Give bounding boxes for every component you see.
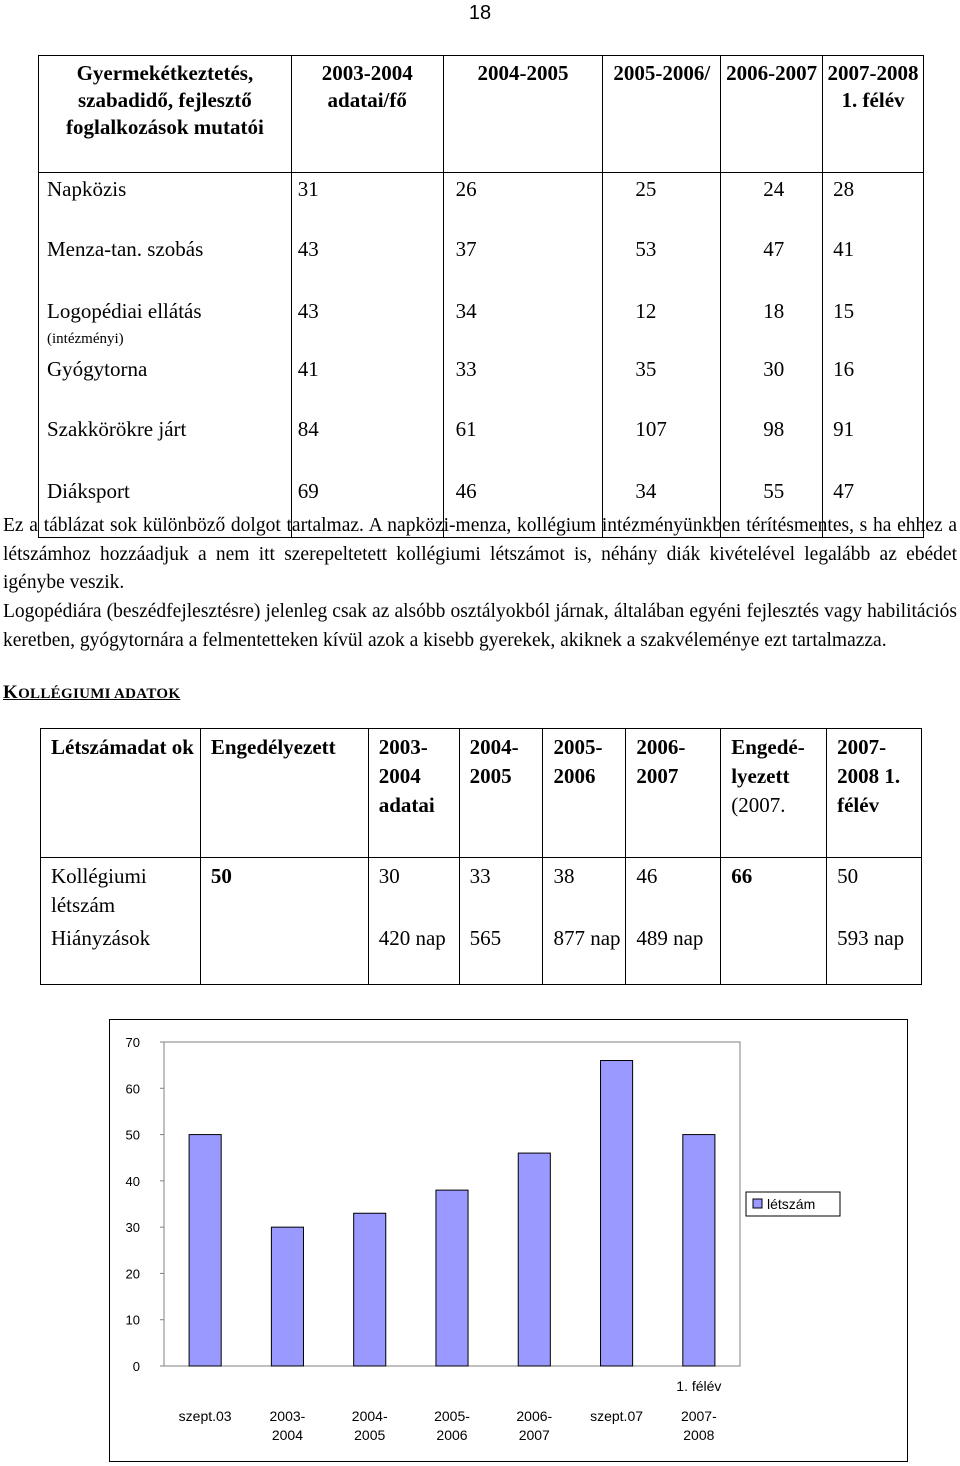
cell: 91 [823,413,924,475]
cell: 28 [823,173,924,234]
legend-swatch [753,1199,762,1208]
cell: 84 [291,413,443,475]
cell: 25 [603,173,721,234]
table-row [39,413,924,475]
bar-chart [109,1019,908,1462]
x-tick-label: 2006 [436,1427,468,1443]
bar [601,1061,633,1366]
cell [721,920,827,985]
row-label [39,413,292,475]
cell: 53 [603,233,721,295]
cell: 420 nap [368,920,459,985]
cell: 37 [443,233,603,295]
cell: 18 [721,295,823,353]
row-label-text: Diáksport [47,479,130,503]
y-tick-label: 20 [125,1266,140,1282]
header-part: (2007. [731,793,786,817]
y-tick-label: 10 [125,1312,140,1328]
x-tick-label: 2003- [269,1408,306,1424]
header-cell: 2005-2006/ [603,56,721,173]
cell: 489 nap [626,920,721,985]
cell: 12 [603,295,721,353]
y-tick-label: 70 [125,1035,140,1050]
x-tick-label: 2005- [434,1408,470,1424]
x-tick-label: 2004 [271,1427,304,1443]
cell: 33 [443,353,603,413]
cell: 24 [721,173,823,234]
row-label-text: Logopédiai ellátás [47,299,202,323]
header-cell: 2005-2006 [543,729,626,858]
y-tick-label: 60 [125,1081,140,1097]
row-label-text: Gyógytorna [47,357,148,381]
x-tick-label: szept.07 [590,1408,644,1424]
cell: 34 [443,295,603,353]
cell: 877 nap [543,920,626,985]
cell: 107 [603,413,721,475]
y-tick-label: 50 [125,1127,140,1143]
cell: 593 nap [827,920,922,985]
cell: 55 [721,475,823,538]
row-label [39,173,292,234]
cell: 35 [603,353,721,413]
header-cell: 2004-2005 [459,729,543,858]
cell: 16 [823,353,924,413]
cell: 15 [823,295,924,353]
cell: 33 [459,858,543,921]
cell: 30 [368,858,459,921]
table-row [41,920,922,985]
bar [271,1227,303,1366]
header-cell [721,729,827,858]
cell: 46 [443,475,603,538]
row-label: Kollégiumi létszám [41,858,201,921]
bar [189,1135,221,1366]
y-tick-label: 40 [125,1173,140,1189]
header-cell: 2006-2007 [626,729,721,858]
cell: 46 [626,858,721,921]
header-cell: 2007-2008 1. félév [823,56,924,173]
bar [354,1213,386,1366]
x-tick-label: 2004- [351,1408,388,1424]
table-header-row [39,56,924,173]
cell: 41 [291,353,443,413]
row-label-text: Szakkörökre járt [47,417,187,441]
cell [200,920,368,985]
cell: 30 [721,353,823,413]
table-row [41,858,922,921]
y-tick-label: 0 [132,1359,140,1374]
legend-label: létszám [767,1196,816,1212]
x-tick-label: 2005 [354,1427,386,1443]
header-part: Engedé-lyezett [731,735,805,788]
cell: 26 [443,173,603,234]
x-tick-label: szept.03 [178,1408,232,1424]
cell: 31 [291,173,443,234]
paragraph: Ez a táblázat sok különböző dolgot tartalmaz. A napközi-menza, kollégium intézményünkben térítésmentes, s ha ehhez a létszámhoz hozzáadjuk a nem itt szerepeltetett kollégiumi létszámot is, néhány diák kivételével legalább az ebédet igénybe veszik. [3,515,957,593]
table-school-indicators [38,55,924,538]
row-label: Hiányzások [41,920,201,985]
row-label [39,353,292,413]
header-cell: 2003-2004 adatai/fő [291,56,443,173]
header-cell: 2007-2008 1. félév [827,729,922,858]
table-row [39,295,924,353]
header-cell: 2004-2005 [443,56,603,173]
cell: 565 [459,920,543,985]
row-label [39,295,292,353]
x-tick-label: 2008 [683,1427,715,1443]
page-number: 18 [468,2,492,24]
header-cell: Gyermekétkeztetés, szabadidő, fejlesztő foglalkozások mutatói [39,56,292,173]
cell: 47 [823,475,924,538]
cell: 69 [291,475,443,538]
x-tick-label: 1. félév [676,1378,722,1394]
cell: 98 [721,413,823,475]
table-header-row [41,729,922,858]
row-label-text: Menza-tan. szobás [47,237,204,261]
x-tick-label: 2007- [680,1408,717,1424]
cell: 41 [823,233,924,295]
chart-svg [110,1020,907,1461]
y-tick-label: 30 [125,1220,140,1236]
section-heading [3,682,180,704]
table-row [39,233,924,295]
header-cell: 2003-2004 adatai [368,729,459,858]
cell: 66 [721,858,827,921]
cell: 43 [291,233,443,295]
bar [436,1190,468,1366]
cell: 43 [291,295,443,353]
cell: 50 [827,858,922,921]
row-label [39,233,292,295]
x-tick-label: 2007 [518,1427,550,1443]
cell: 50 [200,858,368,921]
row-label-sub: (intézményi) [47,331,124,347]
x-tick-label: 2006- [516,1408,553,1424]
cell: 38 [543,858,626,921]
table-dormitory [40,728,922,985]
header-cell: 2006-2007 [721,56,823,173]
table-row [39,173,924,234]
cell: 34 [603,475,721,538]
bar [518,1153,550,1366]
heading-rest: OLLÉGIUMI ADATOK [18,686,181,702]
bar [683,1135,715,1366]
heading-initial: K [3,682,19,703]
cell: 47 [721,233,823,295]
cell: 61 [443,413,603,475]
table-row [39,353,924,413]
paragraph: Logopédiára (beszédfejlesztésre) jelenleg csak az alsóbb osztályokból járnak, általában egyéni fejlesztés vagy habilitációs keretben, gyógytornára a felmentetteken kívül azok a kisebb gyerekek, akiknek a szakvéleménye ezt tartalmazza. [3,601,957,651]
header-cell: Engedélyezett [200,729,368,858]
row-label-text: Napközis [47,177,127,201]
header-cell: Létszámadat ok [41,729,201,858]
